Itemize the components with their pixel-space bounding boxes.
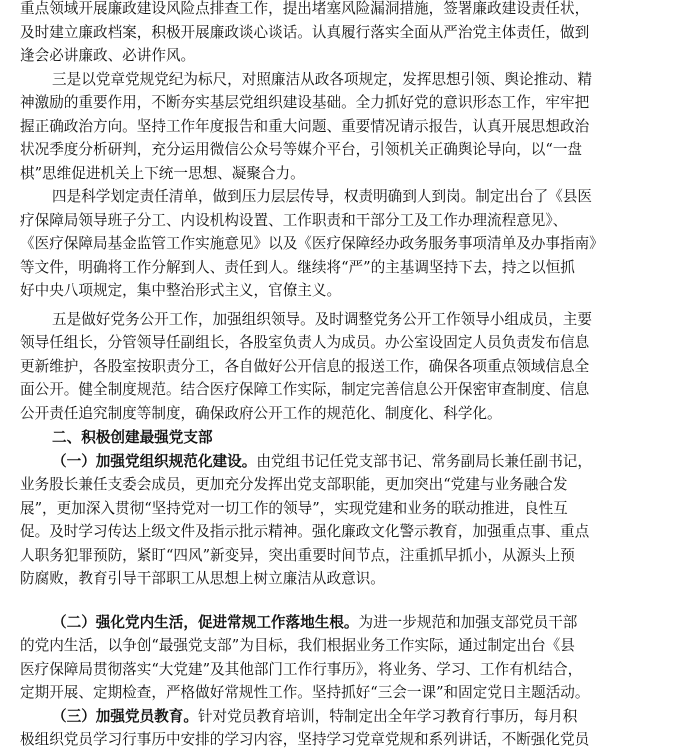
text-line [0,68,692,92]
text-line [0,308,692,332]
text-line [0,21,660,45]
text-run: 面公开。健全制度规范。结合医疗保障工作实际，制定完善信息公开保密审查制度、信息 [20,381,590,398]
bold-text-run: （三）加强党员教育。 [52,708,198,725]
text-line [0,44,660,68]
text-line [0,705,692,729]
text-run: 重点领域开展廉政建设风险点排查工作，提出堵塞风险漏洞措施，签署廉政建设责任状， [20,0,590,17]
text-line [0,450,692,474]
text-line [0,209,660,233]
text-line [0,658,660,682]
text-line [0,355,660,379]
text-run: 极组织党员学习行事历中安排的学习内容，坚持学习党章党规和系列讲话，不断强化党员 [20,731,590,748]
text-line [0,91,660,115]
text-line [0,256,660,280]
text-run: 逢会必讲廉政、必讲作风。 [20,47,196,64]
text-line [0,544,660,568]
text-run: 公开责任追究制度等制度，确保政府公开工作的规范化、制度化、科学化。 [20,405,502,422]
section-heading [0,426,692,450]
text-line [0,232,660,256]
text-run: 神激励的重要作用，不断夯实基层党组织建设基础。全力抓好党的意识形态工作，牢牢把 [20,94,590,111]
text-line [0,567,660,591]
text-line [0,634,660,658]
text-run: 棋”思维促进机关上下统一思想、凝聚合力。 [20,165,305,182]
text-run: 握正确政治方向。坚持工作年度报告和重大问题、重要情况请示报告，认真开展思想政治 [20,118,590,135]
bold-text-run: （二）强化党内生活，促进常规工作落地生根。 [52,614,359,631]
text-line [0,138,660,162]
text-run: 为进一步规范和加强支部党员干部 [358,614,578,631]
text-run: 更新维护，各股室按职责分工，各自做好公开信息的报送工作，确保各项重点领域信息全 [20,358,590,375]
text-run: 人职务犯罪预防，紧盯“四风”新变异，突出重要时间节点，注重抓早抓小，从源头上预 [20,547,575,564]
text-run: 医疗保障局贯彻落实“大党建”及其他部门工作行事历》，将业务、学习、工作有机结合， [20,661,583,678]
text-line [0,0,660,21]
text-run: 状况季度分析研判，充分运用微信公众号等媒介平台，引领机关正确舆论导向，以“一盘 [20,141,583,158]
text-run: 三是以党章党规党纪为标尺，对照廉洁从政各项规定，发挥思想引领、舆论推动、精 [52,71,592,88]
text-line [0,520,660,544]
text-run: 《医疗保障局基金监管工作实施意见》以及《医疗保障经办政务服务事项清单及办事指南》 [20,235,604,252]
text-run: 促。及时学习传达上级文件及指示批示精神。强化廉政文化警示教育，加强重点事、重点 [20,523,590,540]
text-run: 四是科学划定责任清单，做到压力层层传导，权责明确到人到岗。制定出台了《县医 [52,188,592,205]
text-run: 领导任组长，分管领导任副组长，各股室负责人为成员。办公室设固定人员负责发布信息 [20,334,590,351]
text-line [0,162,660,186]
text-line [0,279,660,303]
text-run: 由党组书记任党支部书记、常务副局长兼任副书记， [256,453,592,470]
text-run: 防腐败，教育引导干部职工从思想上树立廉洁从政意识。 [20,570,385,587]
text-line [0,115,660,139]
text-line [0,497,660,521]
text-line [0,402,660,426]
text-line [0,473,660,497]
text-run: 展”，更加深入贯彻“坚持党对一切工作的领导”，实现党建和业务的联动推进，良性互 [20,500,568,517]
text-line [0,728,660,752]
text-line [0,331,660,355]
text-line [0,681,660,705]
text-run: 等文件，明确将工作分解到人、责任到人。继续将“严”的主基调坚持下去，持之以恒抓 [20,259,575,276]
text-run: 定期开展、定期检查，严格做好常规性工作。坚持抓好“三会一课”和固定党日主题活动。 [20,684,590,701]
text-run: 好中央八项规定，集中整治形式主义，官僚主义。 [20,282,342,299]
text-line [0,378,660,402]
text-line [0,611,692,635]
text-run: 的党内生活，以争创“最强党支部”为目标，我们根据业务工作实际，通过制定出台《县 [20,637,575,654]
bold-text-run: （一）加强党组织规范化建设。 [52,453,257,470]
text-run: 疗保障局领导班子分工、内设机构设置、工作职责和干部分工及工作办理流程意见》、 [20,212,568,229]
text-run: 五是做好党务公开工作，加强组织领导。及时调整党务公开工作领导小组成员，主要 [52,311,592,328]
text-run: 业务股长兼任支委会成员，更加充分发挥出党支部职能，更加突出“党建与业务融合发 [20,476,568,493]
text-run: 针对党员教育培训，特制定出全年学习教育行事历，每月积 [197,708,578,725]
bold-text-run: 二、积极创建最强党支部 [52,429,213,446]
text-line [0,185,692,209]
text-run: 及时建立廉政档案，积极开展廉政谈心谈话。认真履行落实全面从严治党主体责任，做到 [20,24,590,41]
